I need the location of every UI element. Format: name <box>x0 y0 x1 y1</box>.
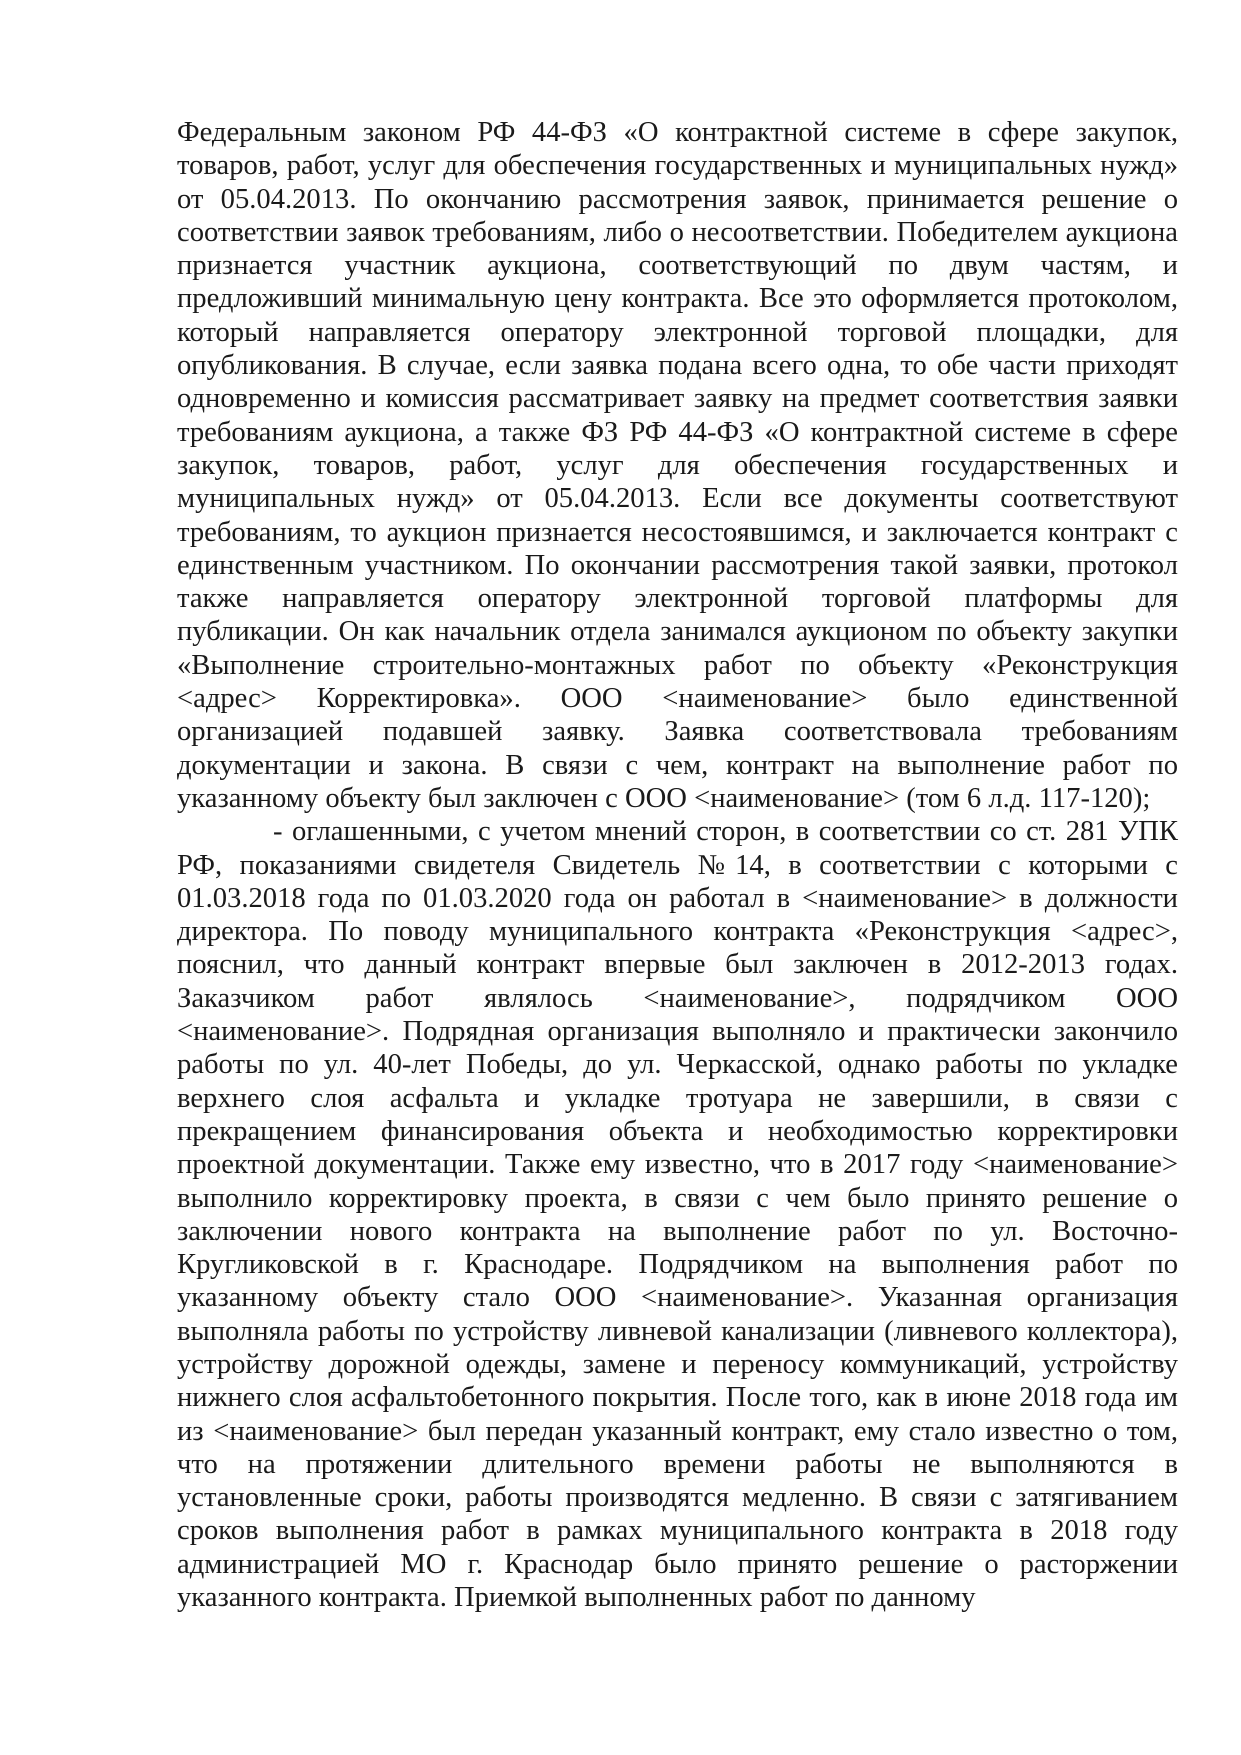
document-body <box>177 116 1178 1614</box>
paragraph-witness-14-testimony: - оглашенными, с учетом мнений сторон, в соответствии со ст. 281 УПК РФ, показаниями свидетеля Свидетель №14, в соответствии с которыми с 01.03.2018 года по 01.03.2020 года он работал в <наименование> в должности директора. По поводу муниципального контракта «Реконструкция <адрес>, пояснил, что данный контракт впервые был заключен в 2012-2013 годах. Заказчиком работ являлось <наименование>, подрядчиком ООО <наименование>. Подрядная организация выполняло и практически закончило работы по ул. 40-лет Победы, до ул. Черкасской, однако работы по укладке верхнего слоя асфальта и укладке тротуара не завершили, в связи с прекращением финансирования объекта и необходимостью корректировки проектной документации. Также ему известно, что в 2017 году <наименование> выполнило корректировку проекта, в связи с чем было принято решение о заключении нового контракта на выполнение работ по ул. Восточно-Кругликовской в г. Краснодаре. Подрядчиком на выполнения работ по указанному объекту стало ООО <наименование>. Указанная организация выполняла работы по устройству ливневой канализации (ливневого коллектора), устройству дорожной одежды, замене и переносу коммуникаций, устройству нижнего слоя асфальтобетонного покрытия. После того, как в июне 2018 года им из <наименование> был передан указанный контракт, ему стало известно о том, что на протяжении длительного времени работы не выполняются в установленные сроки, работы производятся медленно. В связи с затягиванием сроков выполнения работ в рамках муниципального контракта в 2018 году администрацией МО г. Краснодар было принято решение о расторжении указанного контракта. Приемкой выполненных работ по данному <box>177 816 1178 1614</box>
paragraph-continuation: Федеральным законом РФ 44-ФЗ «О контрактной системе в сфере закупок, товаров, работ, услуг для обеспечения государственных и муниципальных нужд» от 05.04.2013. По окончанию рассмотрения заявок, принимается решение о соответствии заявок требованиям, либо о несоответствии. Победителем аукциона признается участник аукциона, соответствующий по двум частям, и предложивший минимальную цену контракта. Все это оформляется протоколом, который направляется оператору электронной торговой площадки, для опубликования. В случае, если заявка подана всего одна, то обе части приходят одновременно и комиссия рассматривает заявку на предмет соответствия заявки требованиям аукциона, а также ФЗ РФ 44-ФЗ «О контрактной системе в сфере закупок, товаров, работ, услуг для обеспечения государственных и муниципальных нужд» от 05.04.2013. Если все документы соответствуют требованиям, то аукцион признается несостоявшимся, и заключается контракт с единственным участником. По окончании рассмотрения такой заявки, протокол также направляется оператору электронной торговой платформы для публикации. Он как начальник отдела занимался аукционом по объекту закупки «Выполнение строительно-монтажных работ по объекту «Реконструкция <адрес> Корректировка». ООО <наименование> было единственной организацией подавшей заявку. Заявка соответствовала требованиям документации и закона. В связи с чем, контракт на выполнение работ по указанному объекту был заключен с ООО <наименование> (том 6 л.д. 117-120); <box>177 117 1178 814</box>
